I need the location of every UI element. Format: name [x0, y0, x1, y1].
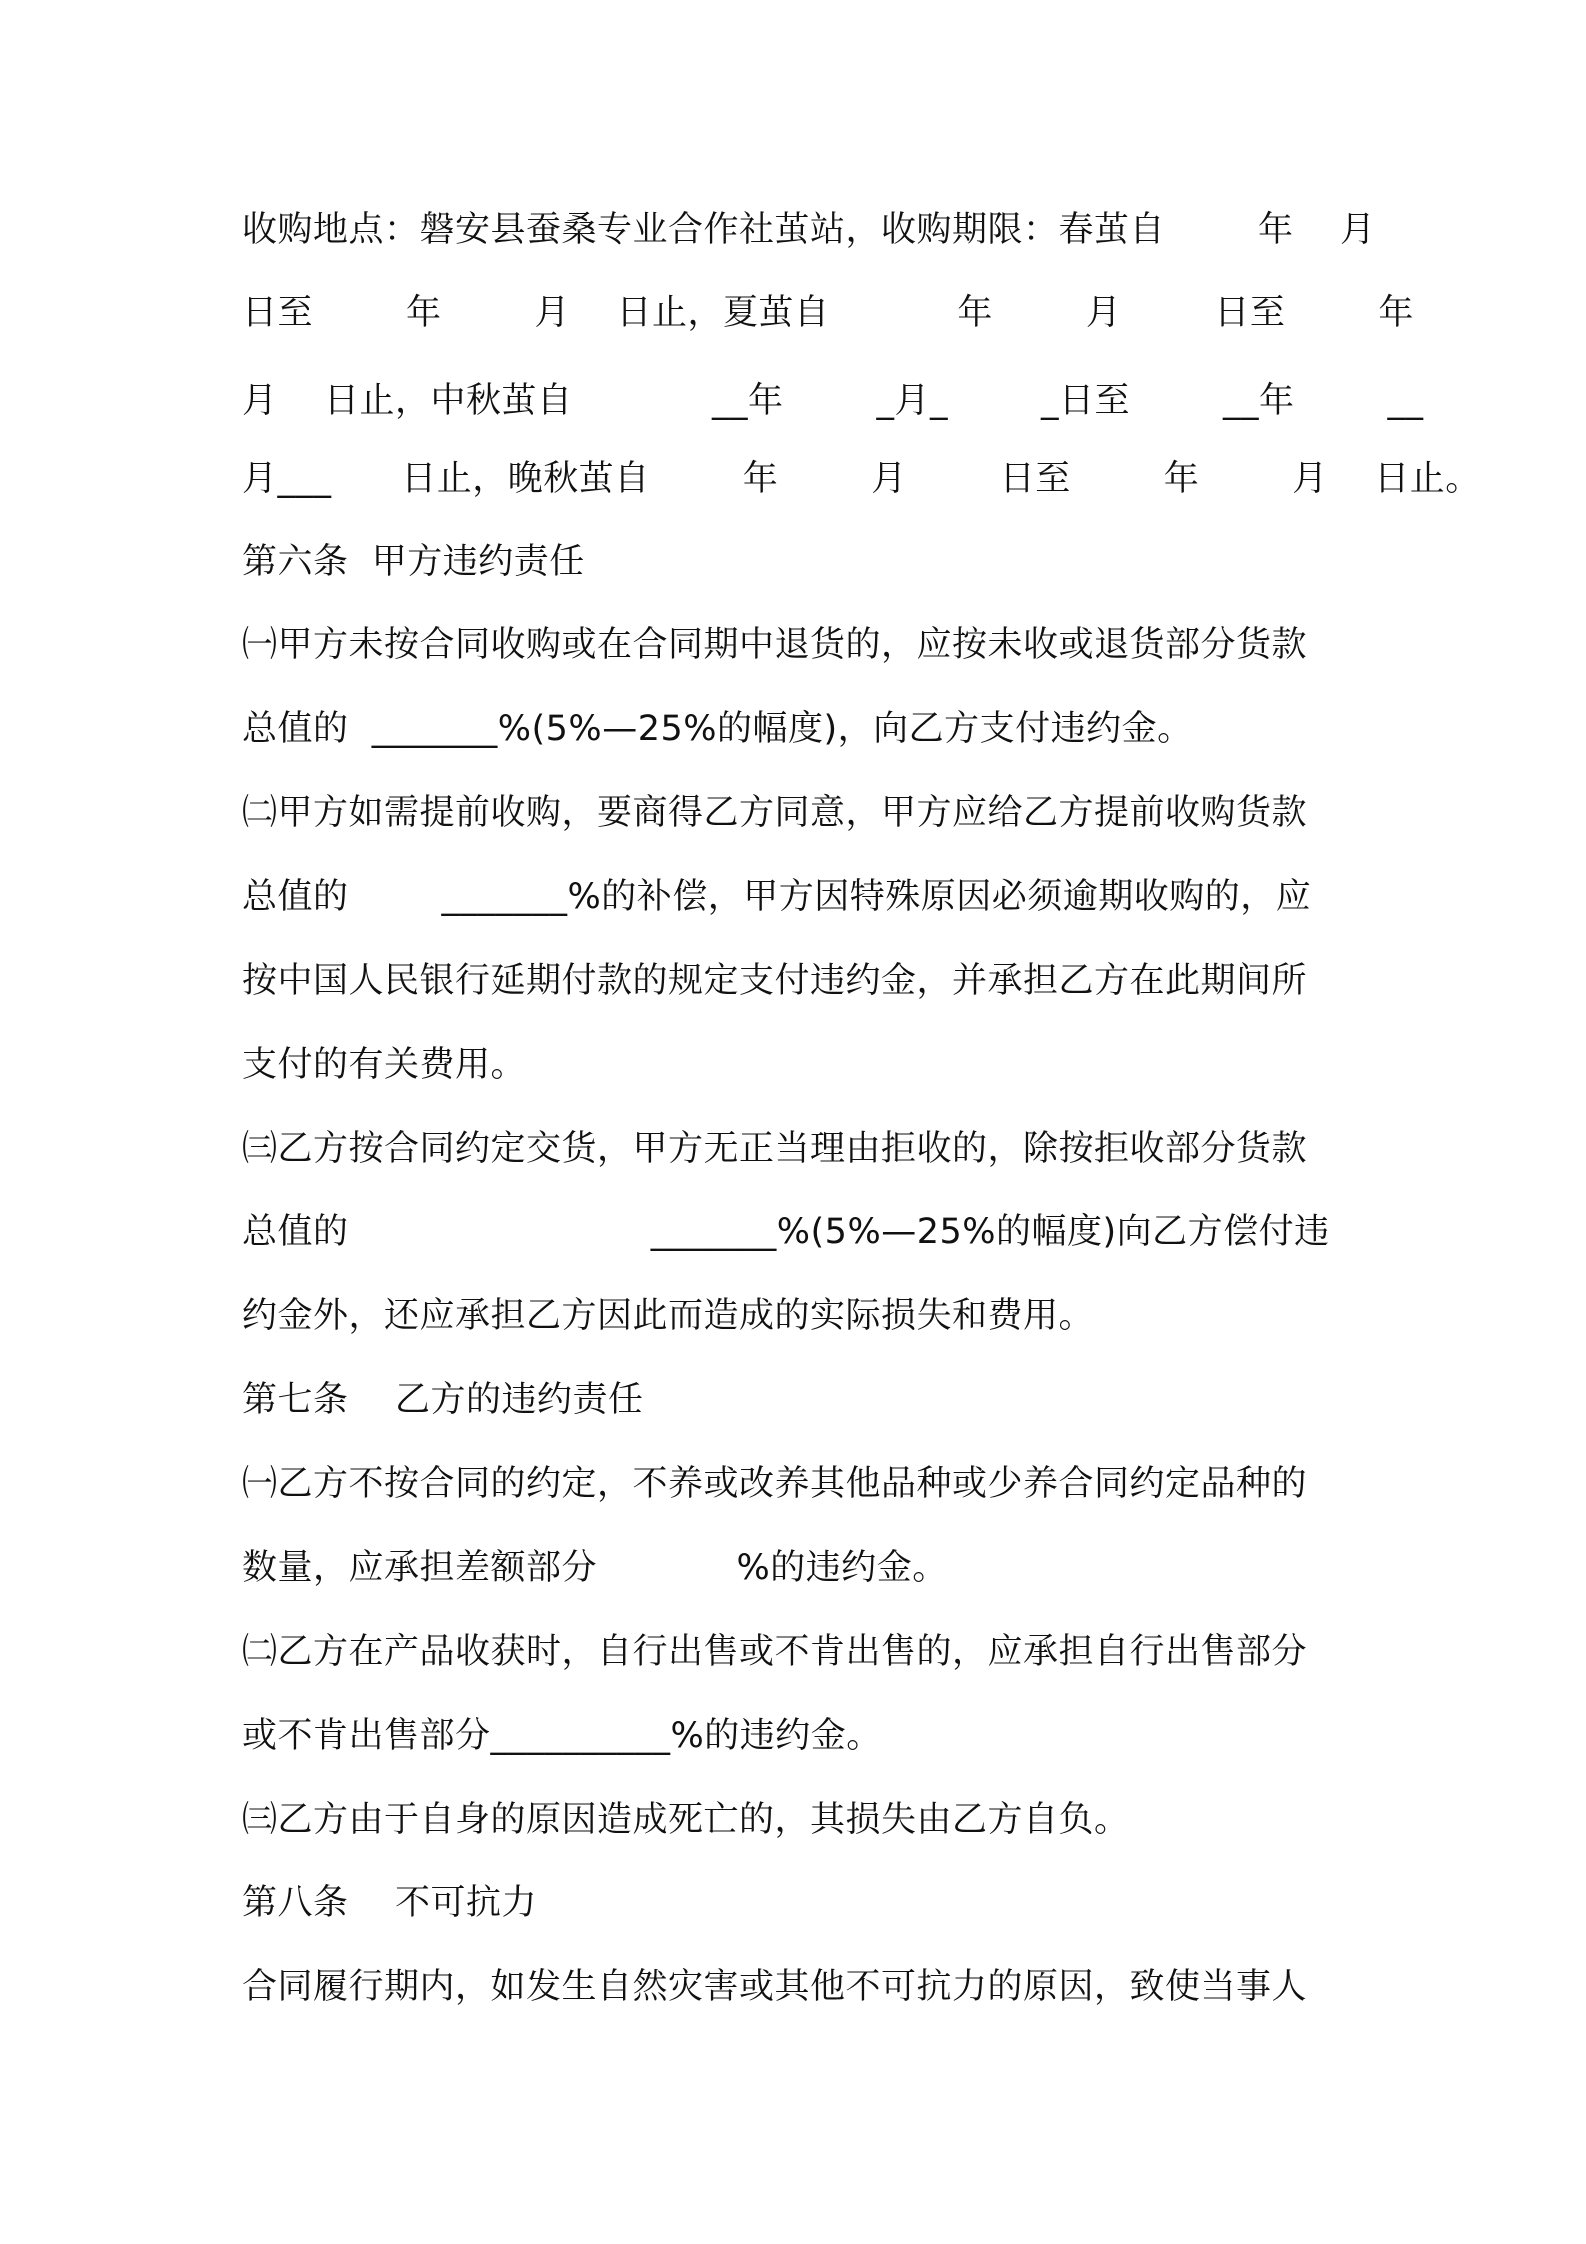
text-line-article-7-clause-2: ㈡乙方在产品收获时，自行出售或不肯出售的，应承担自行出售部分 [242, 1632, 1308, 1672]
article-7-heading: 第七条 乙方的违约责任 [242, 1380, 644, 1420]
text-line-mid-autumn-cocoon-period: 月 日止，中秋茧自 __年 _月_ _日至 __年 __ [242, 381, 1424, 421]
text-line-article-6-clause-1: ㈠甲方未按合同收购或在合同期中退货的，应按未收或退货部分货款 [242, 625, 1308, 665]
text-line-article-6-clause-2-cont2: 按中国人民银行延期付款的规定支付违约金，并承担乙方在此期间所 [242, 961, 1308, 1001]
text-line-article-7-clause-1-cont: 数量，应承担差额部分 %的违约金。 [242, 1548, 948, 1588]
text-line-article-6-clause-3-cont2: 约金外，还应承担乙方因此而造成的实际损失和费用。 [242, 1296, 1095, 1336]
text-line-article-6-clause-3: ㈢乙方按合同约定交货，甲方无正当理由拒收的，除按拒收部分货款 [242, 1129, 1308, 1169]
text-line-summer-cocoon-period: 日至 年 月 日止，夏茧自 年 月 日至 年 [242, 293, 1414, 333]
text-line-article-7-clause-3: ㈢乙方由于自身的原因造成死亡的，其损失由乙方自负。 [242, 1800, 1130, 1840]
text-line-article-6-clause-1-cont: 总值的 _______%(5%—25%的幅度)，向乙方支付违约金。 [242, 709, 1193, 749]
text-line-purchase-location: 收购地点：磐安县蚕桑专业合作社茧站，收购期限：春茧自 年 月 [242, 210, 1376, 250]
text-line-article-7-clause-2-cont: 或不肯出售部分__________%的违约金。 [242, 1716, 882, 1756]
article-6-heading: 第六条 甲方违约责任 [242, 542, 585, 582]
text-line-article-6-clause-2-cont3: 支付的有关费用。 [242, 1045, 527, 1085]
text-line-article-6-clause-2: ㈡甲方如需提前收购，要商得乙方同意，甲方应给乙方提前收购货款 [242, 793, 1308, 833]
text-line-article-6-clause-3-cont1: 总值的 _______%(5%—25%的幅度)向乙方偿付违 [242, 1212, 1330, 1252]
article-8-heading: 第八条 不可抗力 [242, 1883, 538, 1923]
text-line-article-7-clause-1: ㈠乙方不按合同的约定，不养或改养其他品种或少养合同约定品种的 [242, 1464, 1308, 1504]
text-line-article-8-body: 合同履行期内，如发生自然灾害或其他不可抗力的原因，致使当事人 [242, 1967, 1308, 2007]
text-line-article-6-clause-2-cont1: 总值的 _______%的补偿，甲方因特殊原因必须逾期收购的，应 [242, 877, 1312, 917]
text-line-late-autumn-cocoon-period: 月___ 日止，晚秋茧自 年 月 日至 年 月 日止。 [242, 459, 1481, 499]
